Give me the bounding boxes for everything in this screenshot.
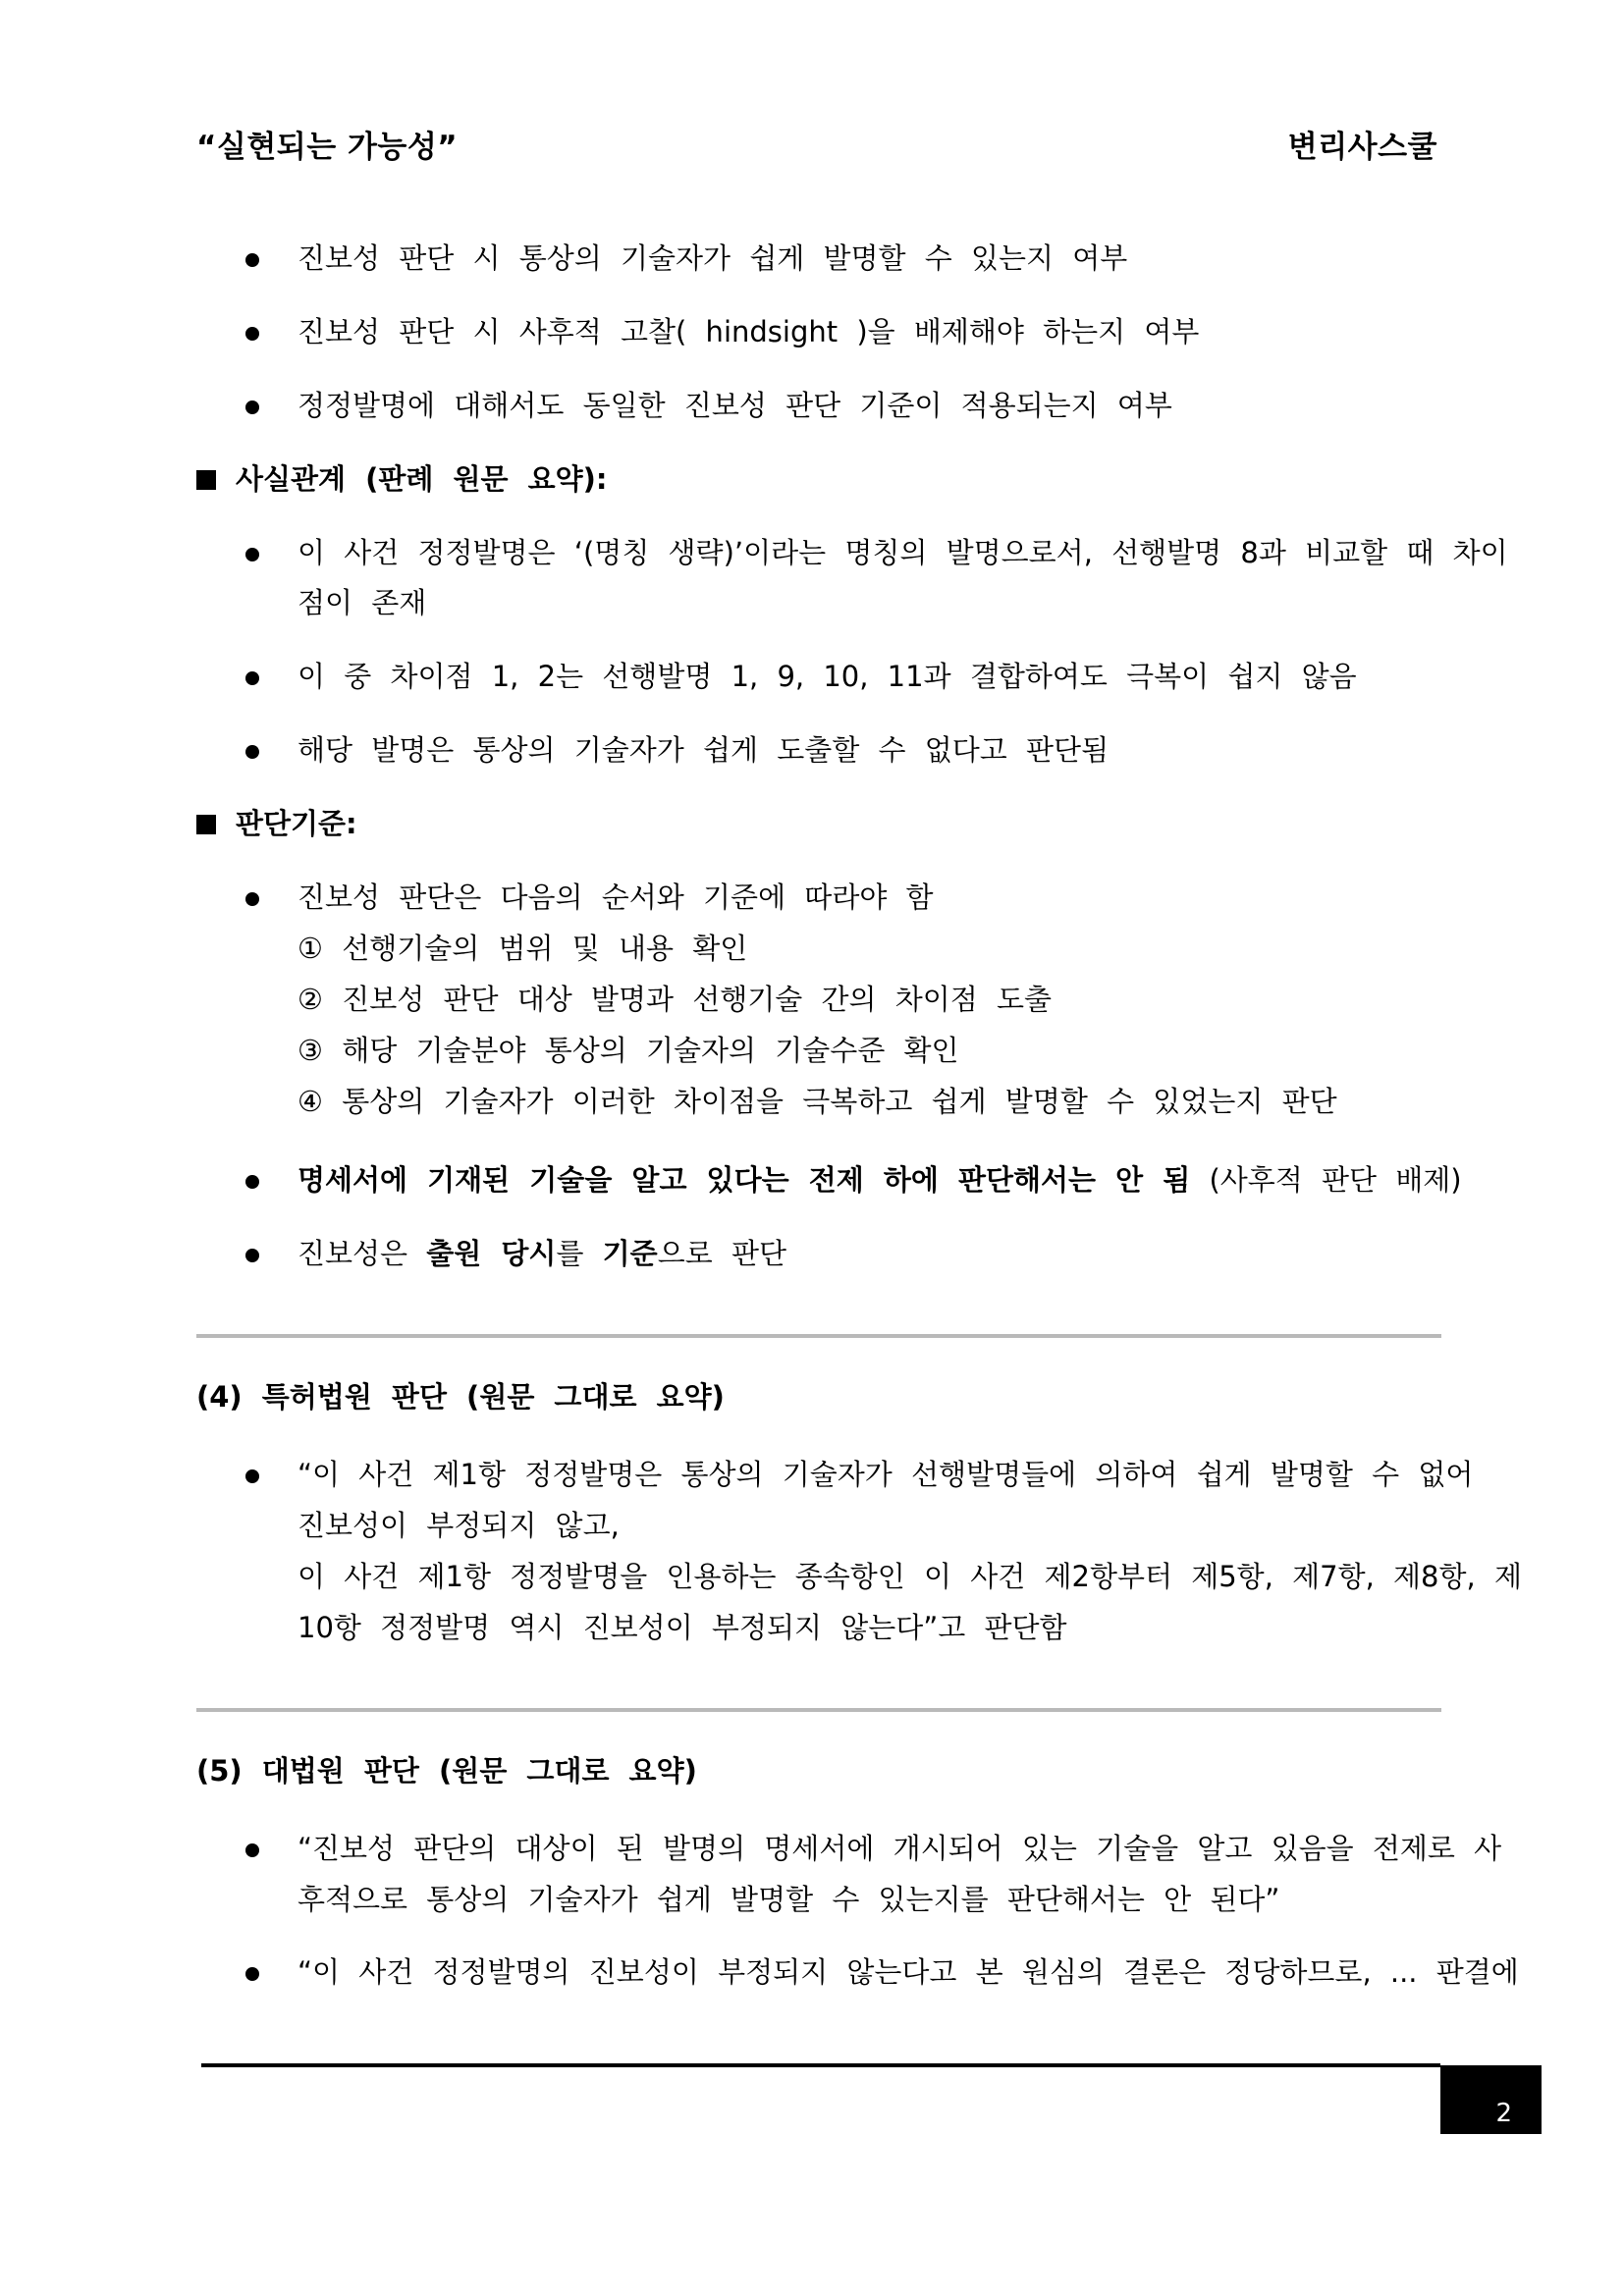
- patent-court-line: 진보성이 부정되지 않고,: [298, 1509, 620, 1542]
- supreme-court-line: 후적으로 통상의 기술자가 쉽게 발명할 수 있는지를 판단해서는 안 된다”: [298, 1883, 1280, 1916]
- bullet-icon: [245, 745, 259, 759]
- facts-heading: [196, 461, 608, 497]
- patent-court-line: 이 사건 제1항 정정발명을 인용하는 종속항인 이 사건 제2항부터 제5항, 제7항, 제8항, 제: [298, 1560, 1522, 1593]
- bullet-icon: [245, 892, 259, 906]
- issue-item: 진보성 판단 시 사후적 고찰( hindsight )을 배제해야 하는지 여부: [298, 315, 1200, 348]
- page-number: 2: [1495, 2099, 1512, 2128]
- patent-court-line: 10항 정정발명 역시 진보성이 부정되지 않는다”고 판단함: [298, 1611, 1067, 1644]
- supreme-court-heading: (5) 대법원 판단 (원문 그대로 요약): [196, 1754, 697, 1788]
- bullet-icon: [245, 548, 259, 561]
- square-bullet-icon: [196, 815, 216, 834]
- criteria-hindsight-item: [298, 1162, 1462, 1198]
- bullet-icon: [245, 1175, 259, 1189]
- square-bullet-icon: [196, 470, 216, 490]
- filing-bold-text: 출원 당시: [426, 1237, 557, 1270]
- filing-text: 으로 판단: [657, 1237, 786, 1270]
- issue-item: 진보성 판단 시 통상의 기술자가 쉽게 발명할 수 있는지 여부: [298, 241, 1128, 275]
- bullet-icon: [245, 1249, 259, 1262]
- hindsight-bold-text: 명세서에 기재된 기술을 알고 있다는 전제 하에 판단해서는 안 됨: [298, 1163, 1191, 1197]
- bullet-icon: [245, 1469, 259, 1483]
- section-divider: [196, 1334, 1441, 1338]
- facts-item-line: 이 사건 정정발명은 ‘(명칭 생략)’이라는 명칭의 발명으로서, 선행발명 8과 비교할 때 차이: [298, 536, 1508, 569]
- criteria-step: ① 선행기술의 범위 및 내용 확인: [298, 932, 748, 965]
- criteria-step: ④ 통상의 기술자가 이러한 차이점을 극복하고 쉽게 발명할 수 있었는지 판단: [298, 1085, 1337, 1118]
- bullet-icon: [245, 327, 259, 341]
- filing-text: 진보성은: [298, 1237, 427, 1270]
- bullet-icon: [245, 1967, 259, 1981]
- criteria-step: ② 진보성 판단 대상 발명과 선행기술 간의 차이점 도출: [298, 983, 1053, 1016]
- header-title: “실현되는 가능성”: [196, 130, 459, 165]
- bullet-icon: [245, 671, 259, 685]
- supreme-court-line: “진보성 판단의 대상이 된 발명의 명세서에 개시되어 있는 기술을 알고 있음을 전제로 사: [298, 1832, 1502, 1865]
- facts-item-line: 해당 발명은 통상의 기술자가 쉽게 도출할 수 없다고 판단됨: [298, 733, 1110, 767]
- criteria-heading: [196, 806, 357, 841]
- criteria-intro: 진보성 판단은 다음의 순서와 기준에 따라야 함: [298, 881, 934, 914]
- hindsight-note: (사후적 판단 배제): [1190, 1163, 1462, 1197]
- issue-item: 정정발명에 대해서도 동일한 진보성 판단 기준이 적용되는지 여부: [298, 389, 1172, 422]
- criteria-heading-text: 판단기준:: [236, 807, 357, 840]
- facts-item-line: 이 중 차이점 1, 2는 선행발명 1, 9, 10, 11과 결합하여도 극복이 쉽지 않음: [298, 660, 1357, 693]
- filing-bold-text: 기준: [602, 1237, 658, 1270]
- page-number-box: [1440, 2065, 1542, 2134]
- bullet-icon: [245, 400, 259, 414]
- facts-heading-text: 사실관계 (판례 원문 요약):: [236, 462, 608, 496]
- section-divider: [196, 1708, 1441, 1712]
- patent-court-heading: (4) 특허법원 판단 (원문 그대로 요약): [196, 1380, 725, 1414]
- patent-court-line: “이 사건 제1항 정정발명은 통상의 기술자가 선행발명들에 의하여 쉽게 발명할 수 없어: [298, 1458, 1474, 1491]
- bullet-icon: [245, 253, 259, 267]
- facts-item-line: 점이 존재: [298, 586, 427, 619]
- filing-text: 를: [556, 1237, 603, 1270]
- criteria-step: ③ 해당 기술분야 통상의 기술자의 기술수준 확인: [298, 1034, 959, 1067]
- criteria-filing-date-item: [298, 1236, 786, 1271]
- header-brand: 변리사스쿨: [1287, 130, 1437, 165]
- supreme-court-line: “이 사건 정정발명의 진보성이 부정되지 않는다고 본 원심의 결론은 정당하므로, ... 판결에: [298, 1955, 1519, 1989]
- bullet-icon: [245, 1843, 259, 1857]
- footer-rule: [201, 2063, 1440, 2067]
